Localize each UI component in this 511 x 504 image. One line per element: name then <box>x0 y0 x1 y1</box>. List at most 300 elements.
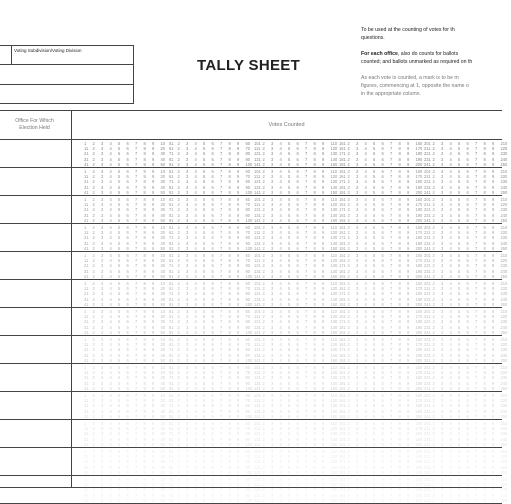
tally-number[interactable]: 100 <box>245 301 253 307</box>
tally-number[interactable]: 2 <box>262 319 265 325</box>
tally-number[interactable]: 6 <box>381 217 384 223</box>
tally-number[interactable]: 7 <box>220 245 223 251</box>
tally-number[interactable]: 7 <box>390 403 393 409</box>
tally-number[interactable]: 5 <box>373 146 376 152</box>
tally-number[interactable]: 4 <box>364 184 367 190</box>
tally-number[interactable]: 2 <box>432 169 435 174</box>
tally-number[interactable]: 6 <box>466 207 469 213</box>
tally-number[interactable]: 5 <box>118 482 121 488</box>
tally-number[interactable]: 6 <box>211 375 214 381</box>
tally-number[interactable]: 5 <box>373 464 376 470</box>
tally-number[interactable]: 4 <box>194 436 197 442</box>
tally-number[interactable]: 7 <box>220 151 223 157</box>
tally-number[interactable]: 2 <box>92 398 95 404</box>
tally-number[interactable]: 2 <box>432 212 435 218</box>
tally-number[interactable]: 6 <box>296 225 299 230</box>
tally-number[interactable]: 201 <box>424 309 431 314</box>
tally-number[interactable]: 4 <box>449 179 452 185</box>
tally-number[interactable]: 9 <box>322 459 325 465</box>
tally-number[interactable]: 6 <box>296 413 299 419</box>
tally-number[interactable]: 2 <box>92 393 95 398</box>
tally-number[interactable]: 160 <box>415 141 423 146</box>
tally-number[interactable]: 3 <box>186 319 189 325</box>
tally-number[interactable]: 6 <box>296 189 299 195</box>
tally-number[interactable]: 8 <box>313 189 316 195</box>
tally-number[interactable]: 70 <box>245 174 251 180</box>
tally-number[interactable]: 5 <box>118 240 121 246</box>
tally-number[interactable]: 7 <box>135 408 138 414</box>
tally-number[interactable]: 4 <box>449 156 452 162</box>
tally-number[interactable]: 6 <box>211 469 214 475</box>
tally-number[interactable]: 8 <box>483 161 486 167</box>
tally-number[interactable]: 8 <box>483 492 486 498</box>
tally-number[interactable]: 5 <box>458 464 461 470</box>
tally-number[interactable]: 5 <box>373 263 376 269</box>
tally-number[interactable]: 8 <box>143 263 146 269</box>
tally-number[interactable]: 5 <box>288 459 291 465</box>
tally-number[interactable]: 91 <box>169 497 174 503</box>
tally-number[interactable]: 7 <box>390 189 393 195</box>
tally-number[interactable]: 6 <box>296 286 299 292</box>
tally-number[interactable]: 4 <box>364 161 367 167</box>
tally-number[interactable]: 9 <box>152 258 155 264</box>
tally-number[interactable]: 8 <box>143 337 146 342</box>
tally-number[interactable]: 6 <box>381 230 384 236</box>
tally-number[interactable]: 1 <box>84 169 87 174</box>
tally-number[interactable]: 8 <box>483 202 486 208</box>
tally-number[interactable]: 5 <box>203 454 206 460</box>
tally-number[interactable]: 3 <box>101 217 104 223</box>
tally-number[interactable]: 3 <box>271 286 274 292</box>
tally-number[interactable]: 111 <box>254 314 261 320</box>
tally-number[interactable]: 3 <box>356 375 359 381</box>
tally-number[interactable]: 80 <box>245 431 251 437</box>
tally-number[interactable]: 7 <box>305 403 308 409</box>
tally-number[interactable]: 5 <box>373 337 376 342</box>
tally-number[interactable]: 9 <box>492 151 495 157</box>
tally-number[interactable]: 9 <box>322 329 325 335</box>
tally-number[interactable]: 6 <box>381 365 384 370</box>
tally-number[interactable]: 5 <box>373 477 376 482</box>
tally-number[interactable]: 3 <box>441 441 444 447</box>
tally-number[interactable]: 8 <box>143 487 146 493</box>
tally-number[interactable]: 2 <box>262 174 265 180</box>
tally-number[interactable]: 41 <box>84 273 89 279</box>
tally-number[interactable]: 2 <box>92 230 95 236</box>
tally-number[interactable]: 8 <box>483 329 486 335</box>
tally-number[interactable]: 4 <box>194 352 197 358</box>
tally-number[interactable]: 3 <box>441 324 444 330</box>
tally-number[interactable]: 100 <box>245 161 253 167</box>
tally-number[interactable]: 3 <box>186 426 189 432</box>
tally-number[interactable]: 51 <box>169 169 174 174</box>
tally-number[interactable]: 4 <box>449 146 452 152</box>
tally-number[interactable]: 6 <box>466 436 469 442</box>
tally-number[interactable]: 5 <box>373 235 376 241</box>
tally-number[interactable]: 21 <box>84 459 89 465</box>
tally-number[interactable]: 71 <box>169 207 174 213</box>
tally-number[interactable]: 7 <box>390 375 393 381</box>
tally-number[interactable]: 7 <box>475 482 478 488</box>
tally-number[interactable]: 7 <box>475 197 478 202</box>
tally-number[interactable]: 1 <box>84 281 87 286</box>
tally-number[interactable]: 9 <box>407 179 410 185</box>
tally-number[interactable]: 3 <box>441 464 444 470</box>
tally-number[interactable]: 5 <box>203 207 206 213</box>
tally-number[interactable]: 2 <box>432 207 435 213</box>
tally-number[interactable]: 40 <box>160 184 166 190</box>
tally-number[interactable]: 6 <box>466 375 469 381</box>
tally-number[interactable]: 3 <box>101 431 104 437</box>
tally-number[interactable]: 7 <box>135 202 138 208</box>
tally-number[interactable]: 2 <box>177 436 180 442</box>
tally-number[interactable]: 4 <box>279 385 282 391</box>
tally-number[interactable]: 6 <box>126 141 129 146</box>
tally-number[interactable]: 5 <box>288 161 291 167</box>
tally-number[interactable]: 7 <box>390 426 393 432</box>
tally-number[interactable]: 8 <box>143 202 146 208</box>
tally-number[interactable]: 3 <box>101 151 104 157</box>
tally-number[interactable]: 3 <box>356 454 359 460</box>
tally-number[interactable]: 6 <box>381 385 384 391</box>
tally-number[interactable]: 3 <box>441 263 444 269</box>
tally-number[interactable]: 7 <box>220 174 223 180</box>
tally-number[interactable]: 10 <box>160 141 166 146</box>
tally-number[interactable]: 4 <box>449 375 452 381</box>
tally-number[interactable]: 250 <box>500 161 508 167</box>
tally-number[interactable]: 8 <box>313 258 316 264</box>
tally-number[interactable]: 6 <box>211 449 214 454</box>
tally-number[interactable]: 2 <box>262 189 265 195</box>
tally-number[interactable]: 4 <box>364 207 367 213</box>
tally-number[interactable]: 9 <box>237 146 240 152</box>
tally-number[interactable]: 41 <box>84 497 89 503</box>
tally-number[interactable]: 6 <box>126 286 129 292</box>
tally-number[interactable]: 230 <box>500 431 508 437</box>
tally-number[interactable]: 9 <box>322 403 325 409</box>
tally-number[interactable]: 8 <box>483 487 486 493</box>
tally-number[interactable]: 2 <box>347 441 350 447</box>
tally-number[interactable]: 7 <box>475 403 478 409</box>
tally-number[interactable]: 160 <box>415 309 423 314</box>
tally-number[interactable]: 101 <box>254 309 261 314</box>
tally-number[interactable]: 111 <box>254 174 261 180</box>
tally-number[interactable]: 5 <box>288 174 291 180</box>
tally-number[interactable]: 7 <box>475 151 478 157</box>
tally-number[interactable]: 4 <box>109 482 112 488</box>
tally-number[interactable]: 8 <box>228 225 231 230</box>
tally-number[interactable]: 8 <box>143 286 146 292</box>
tally-number[interactable]: 9 <box>322 454 325 460</box>
tally-number[interactable]: 7 <box>390 207 393 213</box>
tally-number[interactable]: 4 <box>449 342 452 348</box>
tally-number[interactable]: 6 <box>466 454 469 460</box>
tally-number[interactable]: 70 <box>245 202 251 208</box>
tally-number[interactable]: 4 <box>449 441 452 447</box>
tally-number[interactable]: 5 <box>118 258 121 264</box>
tally-number[interactable]: 6 <box>126 365 129 370</box>
tally-number[interactable]: 4 <box>364 281 367 286</box>
tally-number[interactable]: 8 <box>228 263 231 269</box>
tally-number[interactable]: 4 <box>194 482 197 488</box>
tally-number[interactable]: 3 <box>441 385 444 391</box>
tally-number[interactable]: 4 <box>279 370 282 376</box>
tally-number[interactable]: 6 <box>211 291 214 297</box>
tally-number[interactable]: 2 <box>262 449 265 454</box>
tally-number[interactable]: 20 <box>160 482 166 488</box>
tally-number[interactable]: 8 <box>143 296 146 302</box>
tally-number[interactable]: 8 <box>398 403 401 409</box>
tally-number[interactable]: 2 <box>262 436 265 442</box>
tally-number[interactable]: 3 <box>186 464 189 470</box>
tally-number[interactable]: 3 <box>271 370 274 376</box>
tally-number[interactable]: 7 <box>220 263 223 269</box>
tally-number[interactable]: 3 <box>186 253 189 258</box>
tally-number[interactable]: 7 <box>305 212 308 218</box>
tally-number[interactable]: 2 <box>347 291 350 297</box>
tally-number[interactable]: 201 <box>424 253 431 258</box>
tally-number[interactable]: 110 <box>330 449 338 454</box>
tally-number[interactable]: 8 <box>398 309 401 314</box>
tally-number[interactable]: 9 <box>322 347 325 353</box>
tally-number[interactable]: 90 <box>245 436 251 442</box>
tally-number[interactable]: 3 <box>356 245 359 251</box>
tally-number[interactable]: 181 <box>339 408 346 414</box>
tally-number[interactable]: 3 <box>101 189 104 195</box>
tally-number[interactable]: 7 <box>475 309 478 314</box>
tally-number[interactable]: 6 <box>211 314 214 320</box>
tally-number[interactable]: 191 <box>339 385 346 391</box>
tally-number[interactable]: 250 <box>500 385 508 391</box>
tally-number[interactable]: 3 <box>441 426 444 432</box>
tally-number[interactable]: 8 <box>313 454 316 460</box>
tally-number[interactable]: 7 <box>220 365 223 370</box>
tally-number[interactable]: 8 <box>313 161 316 167</box>
tally-number[interactable]: 9 <box>322 197 325 202</box>
tally-number[interactable]: 4 <box>109 268 112 274</box>
tally-number[interactable]: 2 <box>92 309 95 314</box>
tally-number[interactable]: 60 <box>245 225 251 230</box>
tally-number[interactable]: 6 <box>381 431 384 437</box>
tally-number[interactable]: 4 <box>194 296 197 302</box>
tally-number[interactable]: 31 <box>84 464 89 470</box>
tally-number[interactable]: 8 <box>313 240 316 246</box>
tally-number[interactable]: 5 <box>458 184 461 190</box>
tally-number[interactable]: 6 <box>381 141 384 146</box>
tally-number[interactable]: 4 <box>279 426 282 432</box>
tally-number[interactable]: 8 <box>483 253 486 258</box>
tally-number[interactable]: 6 <box>466 449 469 454</box>
tally-number[interactable]: 7 <box>475 337 478 342</box>
tally-number[interactable]: 30 <box>160 291 166 297</box>
tally-number[interactable]: 20 <box>160 230 166 236</box>
tally-number[interactable]: 41 <box>84 441 89 447</box>
tally-number[interactable]: 5 <box>118 217 121 223</box>
tally-number[interactable]: 9 <box>492 441 495 447</box>
tally-number[interactable]: 4 <box>109 385 112 391</box>
tally-number[interactable]: 6 <box>211 169 214 174</box>
tally-number[interactable]: 171 <box>339 487 346 493</box>
tally-number[interactable]: 191 <box>339 301 346 307</box>
tally-number[interactable]: 8 <box>143 477 146 482</box>
tally-number[interactable]: 9 <box>152 202 155 208</box>
tally-number[interactable]: 3 <box>356 393 359 398</box>
tally-number[interactable]: 9 <box>407 225 410 230</box>
tally-number[interactable]: 131 <box>254 156 261 162</box>
tally-number[interactable]: 221 <box>424 431 431 437</box>
tally-number[interactable]: 9 <box>237 291 240 297</box>
tally-number[interactable]: 5 <box>373 436 376 442</box>
tally-number[interactable]: 6 <box>211 319 214 325</box>
tally-number[interactable]: 3 <box>186 217 189 223</box>
tally-number[interactable]: 7 <box>135 393 138 398</box>
tally-number[interactable]: 3 <box>186 179 189 185</box>
tally-number[interactable]: 7 <box>390 497 393 503</box>
tally-number[interactable]: 2 <box>262 426 265 432</box>
tally-number[interactable]: 5 <box>458 281 461 286</box>
tally-number[interactable]: 2 <box>347 146 350 152</box>
tally-number[interactable]: 6 <box>126 314 129 320</box>
tally-number[interactable]: 3 <box>186 184 189 190</box>
tally-number[interactable]: 9 <box>237 449 240 454</box>
tally-number[interactable]: 5 <box>288 464 291 470</box>
tally-number[interactable]: 3 <box>186 449 189 454</box>
tally-number[interactable]: 8 <box>143 385 146 391</box>
tally-number[interactable]: 2 <box>432 179 435 185</box>
tally-number[interactable]: 6 <box>211 342 214 348</box>
tally-number[interactable]: 151 <box>339 281 346 286</box>
tally-number[interactable]: 9 <box>492 207 495 213</box>
tally-number[interactable]: 4 <box>194 253 197 258</box>
tally-number[interactable]: 9 <box>152 337 155 342</box>
tally-number[interactable]: 8 <box>313 273 316 279</box>
tally-number[interactable]: 3 <box>186 469 189 475</box>
tally-number[interactable]: 4 <box>194 393 197 398</box>
tally-number[interactable]: 4 <box>364 314 367 320</box>
tally-number[interactable]: 4 <box>449 413 452 419</box>
tally-number[interactable]: 3 <box>356 436 359 442</box>
tally-number[interactable]: 8 <box>398 342 401 348</box>
tally-number[interactable]: 2 <box>262 230 265 236</box>
tally-number[interactable]: 2 <box>432 217 435 223</box>
tally-number[interactable]: 3 <box>356 235 359 241</box>
tally-number[interactable]: 110 <box>330 197 338 202</box>
tally-number[interactable]: 9 <box>407 449 410 454</box>
tally-number[interactable]: 8 <box>313 179 316 185</box>
tally-number[interactable]: 9 <box>407 169 410 174</box>
tally-number[interactable]: 8 <box>483 291 486 297</box>
tally-number[interactable]: 4 <box>279 449 282 454</box>
tally-number[interactable]: 3 <box>356 189 359 195</box>
tally-number[interactable]: 3 <box>441 169 444 174</box>
tally-number[interactable]: 8 <box>398 482 401 488</box>
tally-number[interactable]: 9 <box>407 296 410 302</box>
tally-number[interactable]: 241 <box>424 385 431 391</box>
tally-number[interactable]: 7 <box>305 441 308 447</box>
tally-number[interactable]: 3 <box>186 197 189 202</box>
tally-number[interactable]: 81 <box>169 268 174 274</box>
tally-number[interactable]: 9 <box>322 426 325 432</box>
tally-number[interactable]: 3 <box>441 459 444 465</box>
tally-number[interactable]: 4 <box>109 146 112 152</box>
tally-number[interactable]: 4 <box>449 357 452 363</box>
tally-number[interactable]: 6 <box>381 207 384 213</box>
tally-number[interactable]: 7 <box>220 413 223 419</box>
tally-number[interactable]: 211 <box>424 286 431 292</box>
tally-number[interactable]: 7 <box>135 296 138 302</box>
tally-number[interactable]: 6 <box>126 235 129 241</box>
tally-number[interactable]: 241 <box>424 217 431 223</box>
tally-number[interactable]: 3 <box>186 169 189 174</box>
tally-number[interactable]: 5 <box>458 291 461 297</box>
tally-number[interactable]: 5 <box>288 240 291 246</box>
tally-number[interactable]: 90 <box>245 352 251 358</box>
tally-number[interactable]: 7 <box>305 408 308 414</box>
tally-number[interactable]: 8 <box>398 441 401 447</box>
tally-number[interactable]: 111 <box>254 258 261 264</box>
tally-number[interactable]: 6 <box>466 301 469 307</box>
tally-number[interactable]: 2 <box>347 217 350 223</box>
tally-number[interactable]: 7 <box>390 202 393 208</box>
tally-number[interactable]: 6 <box>296 268 299 274</box>
tally-number[interactable]: 11 <box>84 146 89 152</box>
tally-number[interactable]: 8 <box>228 385 231 391</box>
tally-number[interactable]: 9 <box>322 268 325 274</box>
tally-number[interactable]: 6 <box>466 421 469 426</box>
tally-number[interactable]: 9 <box>152 370 155 376</box>
tally-number[interactable]: 7 <box>475 230 478 236</box>
tally-number[interactable]: 4 <box>364 263 367 269</box>
tally-number[interactable]: 50 <box>160 385 166 391</box>
tally-number[interactable]: 6 <box>296 403 299 409</box>
tally-number[interactable]: 9 <box>407 212 410 218</box>
tally-number[interactable]: 8 <box>143 421 146 426</box>
tally-number[interactable]: 8 <box>483 156 486 162</box>
tally-number[interactable]: 2 <box>347 492 350 498</box>
tally-number[interactable]: 4 <box>194 449 197 454</box>
tally-number[interactable]: 4 <box>194 217 197 223</box>
tally-number[interactable]: 7 <box>220 258 223 264</box>
tally-number[interactable]: 4 <box>109 197 112 202</box>
tally-number[interactable]: 2 <box>92 375 95 381</box>
tally-number[interactable]: 6 <box>381 314 384 320</box>
tally-number[interactable]: 250 <box>500 469 508 475</box>
tally-number[interactable]: 9 <box>492 347 495 353</box>
tally-number[interactable]: 8 <box>228 380 231 386</box>
tally-number[interactable]: 9 <box>237 179 240 185</box>
tally-number[interactable]: 8 <box>313 207 316 213</box>
tally-number[interactable]: 3 <box>101 370 104 376</box>
tally-number[interactable]: 9 <box>492 329 495 335</box>
tally-number[interactable]: 250 <box>500 301 508 307</box>
tally-number[interactable]: 9 <box>237 235 240 241</box>
tally-number[interactable]: 4 <box>194 230 197 236</box>
tally-number[interactable]: 210 <box>500 449 508 454</box>
tally-number[interactable]: 4 <box>194 202 197 208</box>
tally-number[interactable]: 7 <box>305 482 308 488</box>
tally-number[interactable]: 91 <box>169 273 174 279</box>
tally-number[interactable]: 110 <box>330 421 338 426</box>
tally-number[interactable]: 191 <box>339 469 346 475</box>
tally-number[interactable]: 9 <box>322 169 325 174</box>
tally-number[interactable]: 5 <box>458 357 461 363</box>
tally-number[interactable]: 230 <box>500 291 508 297</box>
tally-number[interactable]: 2 <box>262 375 265 381</box>
tally-number[interactable]: 11 <box>84 398 89 404</box>
tally-number[interactable]: 5 <box>288 385 291 391</box>
tally-number[interactable]: 9 <box>492 179 495 185</box>
tally-number[interactable]: 8 <box>143 380 146 386</box>
